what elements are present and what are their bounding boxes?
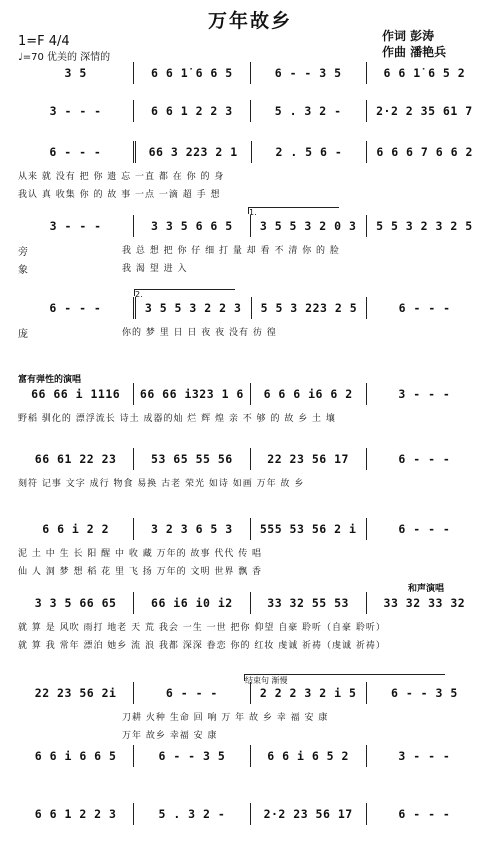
measure: 6 6 6 7 6 6 2 <box>366 141 482 163</box>
lyric-line: 刻符 记事 文字 成行 物食 易换 古老 荣光 如诗 如画 万年 故 乡 <box>18 479 305 489</box>
measure: 6 - - 3 5 <box>133 745 249 767</box>
measure: 3 - - - <box>49 104 102 118</box>
volta-bracket: 1. <box>248 207 339 214</box>
measure: 3 3 5 6 6 5 <box>133 215 249 237</box>
measure: 6 - - 3 5 <box>250 62 366 84</box>
measure: 6 - - - <box>366 803 482 825</box>
measure: 6 6 1̇ 6 5 2 <box>366 62 482 84</box>
measure: 2·2 23 56 17 <box>250 803 366 825</box>
lyric-line: 我认 真 收集 你 的 故 事 一点 一滴 超 手 想 <box>18 190 221 200</box>
measure-row <box>18 448 482 470</box>
measure: 6 6 6 i6 6 2 <box>250 383 366 405</box>
lyricist-credit: 作词 彭涛 <box>382 29 435 43</box>
measure: 53 65 55 56 <box>133 448 249 470</box>
measure: 6 6 1 2 2 3 <box>133 100 249 122</box>
pickup-lyric: 象 <box>18 265 28 276</box>
volta-bracket: 2. <box>134 289 235 296</box>
measure: 2 2 2 3 2 i 5 <box>250 682 366 704</box>
measure-row <box>18 141 482 163</box>
measure-row <box>18 100 482 122</box>
lyric-line: 泥 土 中 生 长 阳 醒 中 收 藏 万年的 故事 代代 传 唱 <box>18 549 263 559</box>
measure: 3 2 3 6 5 3 <box>133 518 249 540</box>
song-title: 万年故乡 <box>207 10 292 32</box>
lyric-line: 刀耕 火种 生命 回 响 万 年 故 乡 幸 福 安 康 <box>122 713 329 723</box>
measure: 6 - - 3 5 <box>366 682 482 704</box>
measure-row <box>18 383 482 405</box>
measure: 555 53 56 2 i <box>250 518 366 540</box>
measure: 2 . 5 6 - <box>251 141 367 163</box>
lyric-line: 万年 故乡 幸福 安 康 <box>122 731 218 741</box>
measure: 33 32 33 32 <box>366 592 482 614</box>
measure: 3 5 <box>64 66 87 80</box>
measure: 3 - - - <box>366 745 482 767</box>
measure-row <box>18 745 482 767</box>
lyric-line: 从来 就 没有 把 你 遗 忘 一直 都 在 你 的 身 <box>18 172 225 182</box>
measure: 6 - - - <box>366 518 482 540</box>
measure: 5 5 3 223 2 5 <box>251 297 367 319</box>
measure: 33 32 55 53 <box>250 592 366 614</box>
measure: 3 - - - <box>49 219 102 233</box>
measure: 3 3 5 66 65 <box>34 596 117 610</box>
lyric-line: 我 总 想 把 你 仔 细 打 量 却 看 不 清 你 的 脸 <box>122 246 340 256</box>
measure-row <box>18 297 482 319</box>
lyric-line: 就 算 是 风吹 雨打 地老 天 荒 我会 一生 一世 把你 仰望 自豪 聆听（自豪 聆听） <box>18 623 386 633</box>
measure: 6 6 i 6 5 2 <box>250 745 366 767</box>
measure: 3 5 5 3 2 2 3 <box>133 297 251 319</box>
measure: 5 5 3 2 3 2 5 <box>366 215 482 237</box>
measure: 6 - - - <box>49 301 102 315</box>
measure: 5 . 3 2 - <box>250 100 366 122</box>
measure: 66 3 223 2 1 <box>133 141 251 163</box>
pickup-lyric: 旁 <box>18 247 28 258</box>
measure: 3 5 5 3 2 0 3 <box>250 215 366 237</box>
measure: 22 23 56 2i <box>34 686 117 700</box>
measure: 66 66 i 1116 <box>31 387 121 401</box>
measure: 6 6 i 6 6 5 <box>34 749 117 763</box>
measure: 6 6 1 2 2 3 <box>34 807 117 821</box>
pickup-lyric: 庞 <box>18 329 28 340</box>
measure: 6 - - - <box>49 145 102 159</box>
measure: 66 i6 i0 i2 <box>133 592 249 614</box>
measure-row <box>18 518 482 540</box>
composer-credit: 作曲 潘艳兵 <box>382 45 447 59</box>
lyric-line: 野稻 驯化的 漂浮流长 诗土 成器的灿 烂 辉 煌 亲 不 够 的 故 乡 土 壤 <box>18 414 336 424</box>
tempo-marking: ♩=70 优美的 深情的 <box>18 52 111 63</box>
performance-note: 和声演唱 <box>408 584 445 594</box>
lyric-line: 仙 人 洞 梦 想 稻 花 里 飞 扬 万年的 文明 世界 飘 香 <box>18 567 263 577</box>
lyric-line: 就 算 我 常年 漂泊 她乡 流 浪 我都 深深 眷恋 你的 红妆 虔诚 祈祷（虔诚 祈祷） <box>18 641 386 651</box>
measure: 5 . 3 2 - <box>133 803 249 825</box>
measure: 3 - - - <box>366 383 482 405</box>
measure: 6 6 i 2 2 <box>42 522 110 536</box>
measure: 6 - - - <box>133 682 249 704</box>
lyric-line: 你的 梦 里 日 日 夜 夜 没有 彷 徨 <box>122 328 277 338</box>
measure-row <box>18 62 482 84</box>
measure-row <box>18 682 482 704</box>
lyric-line: 我 渴 望 进 入 <box>122 264 188 274</box>
measure: 66 61 22 23 <box>34 452 117 466</box>
measure-row <box>18 592 482 614</box>
measure: 66 66 i323 1 6 <box>133 383 249 405</box>
measure: 22 23 56 17 <box>250 448 366 470</box>
measure: 6 - - - <box>366 297 482 319</box>
measure: 6 - - - <box>366 448 482 470</box>
volta-bracket: 结束句 渐慢 <box>244 674 445 681</box>
measure: 2·2 2 35 61 7 <box>366 100 482 122</box>
measure-row <box>18 215 482 237</box>
performance-note: 富有弹性的演唱 <box>18 375 82 385</box>
measure: 6 6 1̇ 6 6 5 <box>133 62 249 84</box>
measure-row <box>18 803 482 825</box>
key-signature: 1=F 4/4 <box>18 34 70 49</box>
